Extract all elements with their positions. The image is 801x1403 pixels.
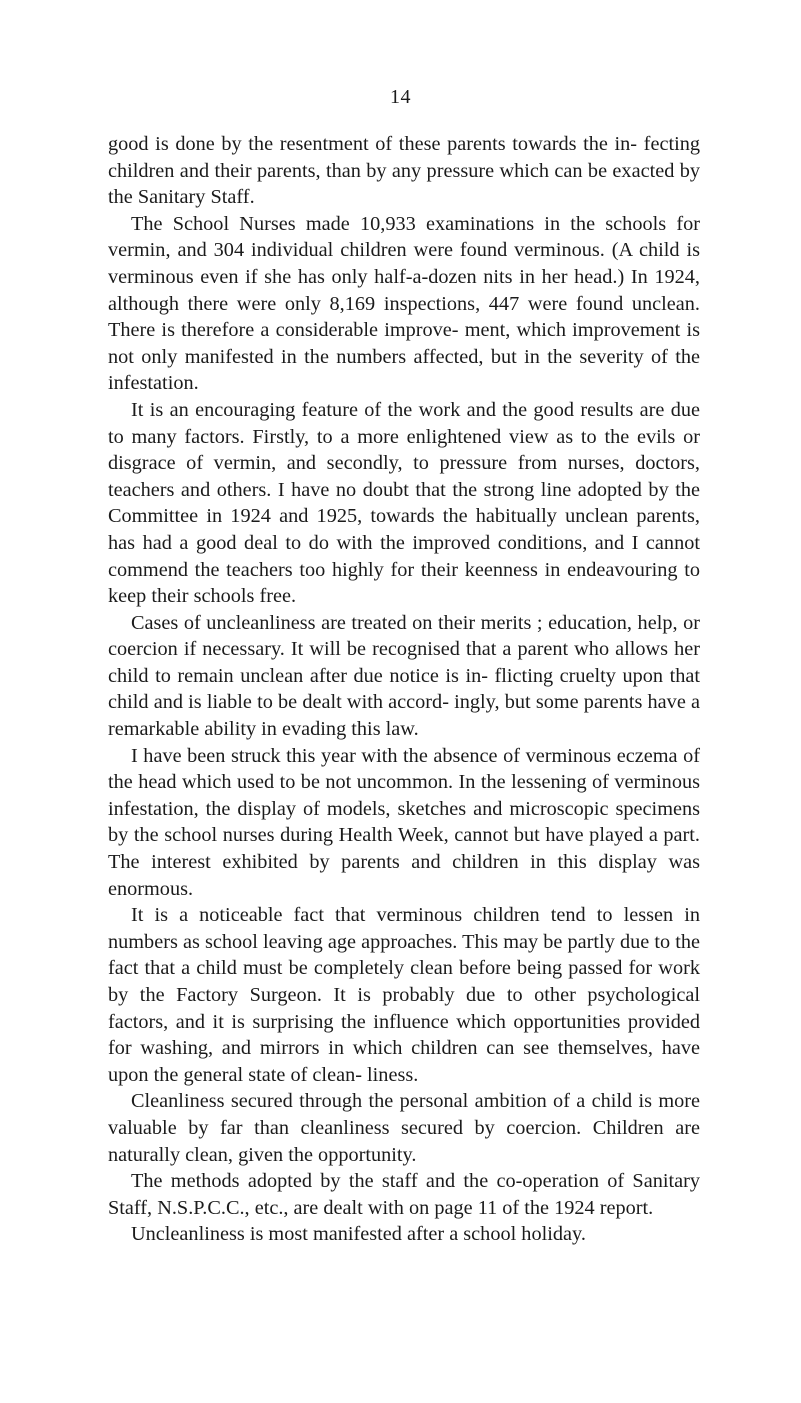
paragraph: Uncleanliness is most manifested after a school holiday. (131, 1223, 586, 1246)
paragraph: Cleanliness secured through the personal ambition of a child is more valuable by far than cleanliness secured by coercion. Children are naturally clean, given the opportunity. (108, 1090, 700, 1166)
paragraph: It is a noticeable fact that verminous children tend to lessen in numbers as school leaving age approaches. This may be partly due to the fact that a child must be completely clean before being passed for work by the Factory Surgeon. It is probably due to other psychological factors, and it is surprising the influence which opportunities provided for washing, and mirrors in which children can see themselves, have upon the general state of clean- liness. (108, 904, 700, 1086)
paragraph: The School Nurses made 10,933 examinations in the schools for vermin, and 304 individual children were found verminous. (A child is verminous even if she has only half-a-dozen nits in her head.) In 1924, although there were only 8,169 inspections, 447 were found unclean. There is therefore a considerable improve- ment, which improvement is not only manifested in the numbers affected, but in the severity of the infestation. (108, 212, 700, 395)
paragraph: The methods adopted by the staff and the co-operation of Sanitary Staff, N.S.P.C.C., etc., are dealt with on page 11 of the 1924 report. (108, 1170, 700, 1219)
paragraph: It is an encouraging feature of the work and the good results are due to many factors. Firstly, to a more enlightened view as to the evils or disgrace of vermin, and secondly, to pressure from nurses, doctors, teachers and others. I have no doubt that the strong line adopted by the Committee in 1924 and 1925, towards the habitually unclean parents, has had a good deal to do with the improved conditions, and I cannot commend the teachers too highly for their keenness in endeavouring to keep their schools free. (108, 398, 700, 608)
body-text (108, 131, 700, 1248)
paragraph: good is done by the resentment of these parents towards the in- fecting children and their parents, than by any pressure which can be exacted by the Sanitary Staff. (108, 133, 700, 209)
paragraph: Cases of uncleanliness are treated on their merits ; education, help, or coercion if necessary. It will be recognised that a parent who allows her child to remain unclean after due notice is in- flicting cruelty upon that child and is liable to be dealt with accord- ingly, but some parents have a remarkable ability in evading this law. (108, 611, 700, 741)
paragraph: I have been struck this year with the absence of verminous eczema of the head which used to be not uncommon. In the lessening of verminous infestation, the display of models, sketches and microscopic specimens by the school nurses during Health Week, cannot but have played a part. The interest exhibited by parents and children in this display was enormous. (108, 744, 700, 900)
page-number: 14 (390, 86, 411, 108)
